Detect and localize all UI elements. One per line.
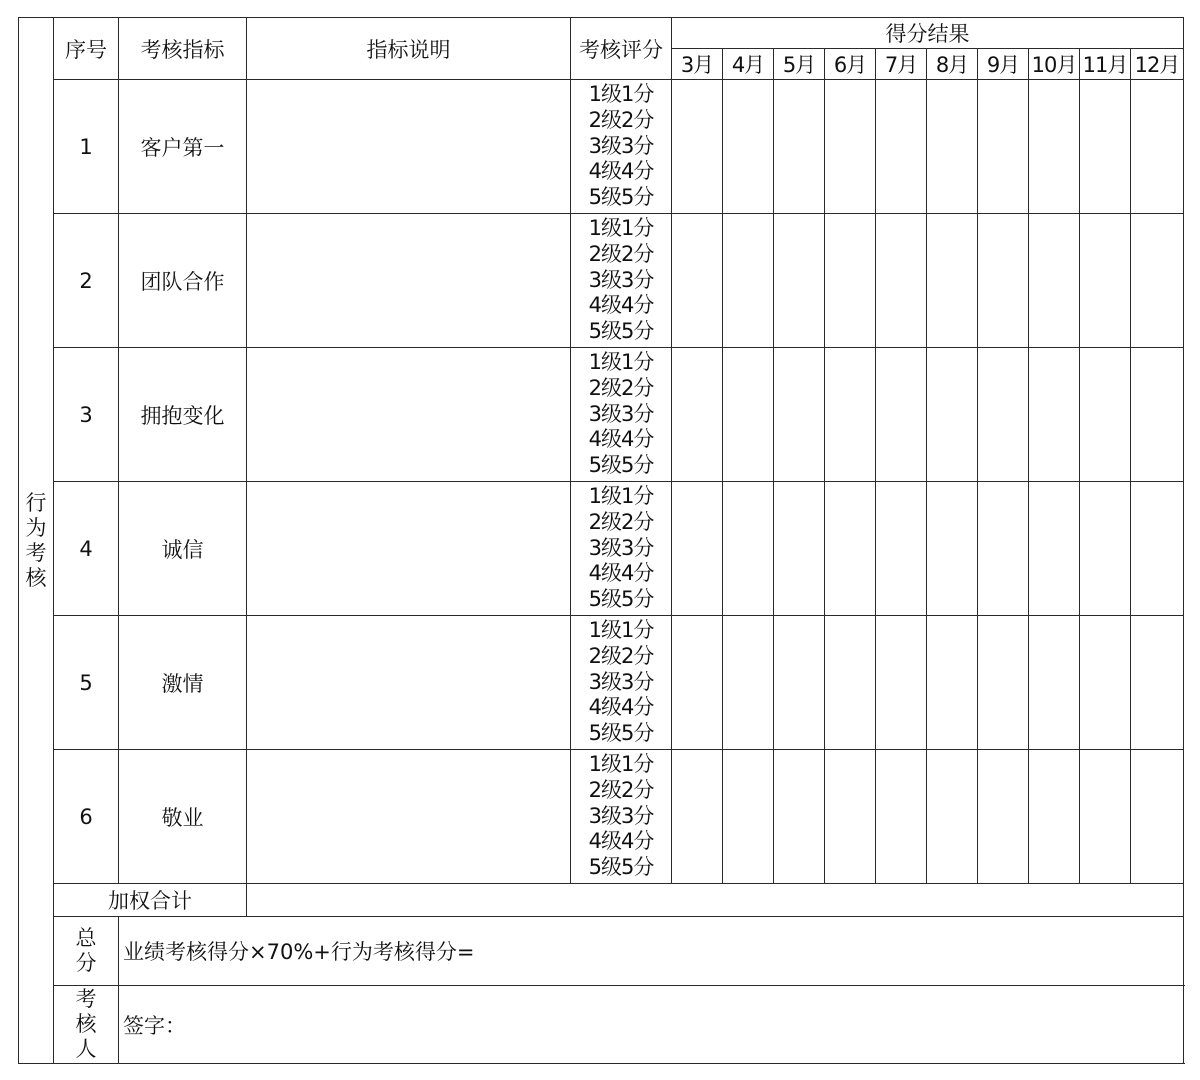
month-score-cell[interactable] xyxy=(1029,616,1080,750)
month-score-cell[interactable] xyxy=(876,482,927,616)
section-label-behavior: 行 为 考 核 xyxy=(19,18,54,1064)
month-score-cell[interactable] xyxy=(774,214,825,348)
weighted-total-value[interactable] xyxy=(247,884,1184,917)
month-score-cell[interactable] xyxy=(1131,348,1184,482)
month-score-cell[interactable] xyxy=(774,80,825,214)
rating-level: 3级3分 xyxy=(588,803,654,828)
month-score-cell[interactable] xyxy=(876,80,927,214)
month-score-cell[interactable] xyxy=(978,616,1029,750)
month-score-cell[interactable] xyxy=(1131,616,1184,750)
row-description-cell[interactable] xyxy=(247,750,571,884)
header-month: 3月 xyxy=(672,49,723,80)
total-label: 总 分 xyxy=(54,917,119,986)
month-score-cell[interactable] xyxy=(978,482,1029,616)
header-month: 10月 xyxy=(1029,49,1080,80)
month-score-cell[interactable] xyxy=(672,482,723,616)
month-score-cell[interactable] xyxy=(978,348,1029,482)
row-indicator: 诚信 xyxy=(119,482,247,616)
month-score-cell[interactable] xyxy=(774,750,825,884)
month-score-cell[interactable] xyxy=(978,214,1029,348)
header-month: 9月 xyxy=(978,49,1029,80)
month-score-cell[interactable] xyxy=(1131,482,1184,616)
month-score-cell[interactable] xyxy=(1131,80,1184,214)
header-month: 11月 xyxy=(1080,49,1131,80)
rating-level: 1级1分 xyxy=(588,618,654,642)
month-score-cell[interactable] xyxy=(978,750,1029,884)
rating-level: 5级5分 xyxy=(588,855,654,880)
total-formula: 业绩考核得分×70%+行为考核得分= xyxy=(119,917,1184,986)
row-description-cell[interactable] xyxy=(247,348,571,482)
month-score-cell[interactable] xyxy=(672,616,723,750)
row-description-cell[interactable] xyxy=(247,214,571,348)
rating-level: 5级5分 xyxy=(588,453,654,478)
row-seq: 3 xyxy=(54,348,119,482)
row-rating-levels xyxy=(571,214,672,348)
month-score-cell[interactable] xyxy=(1080,750,1131,884)
rating-level: 1级1分 xyxy=(588,82,654,106)
rating-level: 4级4分 xyxy=(588,427,654,452)
header-indicator: 考核指标 xyxy=(119,18,247,80)
month-score-cell[interactable] xyxy=(672,214,723,348)
rating-level: 1级1分 xyxy=(588,752,654,776)
month-score-cell[interactable] xyxy=(672,750,723,884)
row-seq: 1 xyxy=(54,80,119,214)
month-score-cell[interactable] xyxy=(927,616,978,750)
header-results: 得分结果 xyxy=(672,18,1184,49)
header-month: 4月 xyxy=(723,49,774,80)
month-score-cell[interactable] xyxy=(876,348,927,482)
table-row xyxy=(19,348,1184,482)
row-description-cell[interactable] xyxy=(247,80,571,214)
month-score-cell[interactable] xyxy=(723,750,774,884)
signature-field[interactable]: 签字： xyxy=(119,986,1184,1064)
rating-level: 5级5分 xyxy=(588,587,654,612)
month-score-cell[interactable] xyxy=(927,482,978,616)
month-score-cell[interactable] xyxy=(774,482,825,616)
row-rating-levels xyxy=(571,348,672,482)
rating-level: 3级3分 xyxy=(588,535,654,560)
month-score-cell[interactable] xyxy=(825,616,876,750)
month-score-cell[interactable] xyxy=(723,348,774,482)
month-score-cell[interactable] xyxy=(1080,616,1131,750)
month-score-cell[interactable] xyxy=(672,80,723,214)
month-score-cell[interactable] xyxy=(1131,750,1184,884)
row-rating-levels xyxy=(571,750,672,884)
row-description-cell[interactable] xyxy=(247,616,571,750)
row-seq: 4 xyxy=(54,482,119,616)
rating-level: 4级4分 xyxy=(588,829,654,854)
row-indicator: 团队合作 xyxy=(119,214,247,348)
row-indicator: 客户第一 xyxy=(119,80,247,214)
row-rating-levels xyxy=(571,80,672,214)
rating-level: 3级3分 xyxy=(588,401,654,426)
month-score-cell[interactable] xyxy=(1080,214,1131,348)
table-row xyxy=(19,482,1184,616)
month-score-cell[interactable] xyxy=(876,750,927,884)
header-month: 7月 xyxy=(876,49,927,80)
row-indicator: 拥抱变化 xyxy=(119,348,247,482)
month-score-cell[interactable] xyxy=(927,348,978,482)
month-score-cell[interactable] xyxy=(672,348,723,482)
month-score-cell[interactable] xyxy=(927,80,978,214)
rating-level: 1级1分 xyxy=(588,216,654,240)
row-seq: 6 xyxy=(54,750,119,884)
rating-level: 2级2分 xyxy=(588,241,654,266)
rating-level: 5级5分 xyxy=(588,721,654,746)
month-score-cell[interactable] xyxy=(825,348,876,482)
month-score-cell[interactable] xyxy=(1029,750,1080,884)
month-score-cell[interactable] xyxy=(774,348,825,482)
month-score-cell[interactable] xyxy=(825,214,876,348)
rating-level: 5级5分 xyxy=(588,319,654,344)
rating-level: 4级4分 xyxy=(588,561,654,586)
row-rating-levels xyxy=(571,482,672,616)
month-score-cell[interactable] xyxy=(1080,482,1131,616)
month-score-cell[interactable] xyxy=(1080,80,1131,214)
header-rating: 考核评分 xyxy=(571,18,672,80)
rating-level: 2级2分 xyxy=(588,643,654,668)
month-score-cell[interactable] xyxy=(1029,80,1080,214)
rating-level: 4级4分 xyxy=(588,293,654,318)
rating-level: 3级3分 xyxy=(588,267,654,292)
row-indicator: 激情 xyxy=(119,616,247,750)
header-month: 8月 xyxy=(927,49,978,80)
month-score-cell[interactable] xyxy=(825,482,876,616)
rating-level: 5级5分 xyxy=(588,185,654,210)
rating-level: 3级3分 xyxy=(588,133,654,158)
month-score-cell[interactable] xyxy=(876,616,927,750)
header-month: 6月 xyxy=(825,49,876,80)
month-score-cell[interactable] xyxy=(927,750,978,884)
rating-level: 1级1分 xyxy=(588,350,654,374)
table-row xyxy=(19,214,1184,348)
rating-level: 2级2分 xyxy=(588,509,654,534)
month-score-cell[interactable] xyxy=(825,80,876,214)
month-score-cell[interactable] xyxy=(876,214,927,348)
header-month: 12月 xyxy=(1131,49,1184,80)
rating-level: 2级2分 xyxy=(588,777,654,802)
weighted-total-label: 加权合计 xyxy=(54,884,247,917)
rating-level: 4级4分 xyxy=(588,695,654,720)
header-seq: 序号 xyxy=(54,18,119,80)
table-row xyxy=(19,750,1184,884)
header-description: 指标说明 xyxy=(247,18,571,80)
row-seq: 5 xyxy=(54,616,119,750)
month-score-cell[interactable] xyxy=(1029,482,1080,616)
month-score-cell[interactable] xyxy=(1029,348,1080,482)
rating-level: 2级2分 xyxy=(588,375,654,400)
row-seq: 2 xyxy=(54,214,119,348)
rating-level: 3级3分 xyxy=(588,669,654,694)
month-score-cell[interactable] xyxy=(825,750,876,884)
month-score-cell[interactable] xyxy=(774,616,825,750)
month-score-cell[interactable] xyxy=(723,214,774,348)
table-row xyxy=(19,616,1184,750)
month-score-cell[interactable] xyxy=(1131,214,1184,348)
month-score-cell[interactable] xyxy=(1080,348,1131,482)
month-score-cell[interactable] xyxy=(1029,214,1080,348)
row-rating-levels xyxy=(571,616,672,750)
month-score-cell[interactable] xyxy=(723,482,774,616)
rating-level: 2级2分 xyxy=(588,107,654,132)
assessor-label: 考 核 人 xyxy=(54,986,119,1064)
row-description-cell[interactable] xyxy=(247,482,571,616)
month-score-cell[interactable] xyxy=(978,80,1029,214)
assessment-table xyxy=(18,17,1184,1064)
month-score-cell[interactable] xyxy=(723,616,774,750)
row-indicator: 敬业 xyxy=(119,750,247,884)
rating-level: 1级1分 xyxy=(588,484,654,508)
month-score-cell[interactable] xyxy=(723,80,774,214)
month-score-cell[interactable] xyxy=(927,214,978,348)
table-row xyxy=(19,80,1184,214)
header-month: 5月 xyxy=(774,49,825,80)
rating-level: 4级4分 xyxy=(588,159,654,184)
